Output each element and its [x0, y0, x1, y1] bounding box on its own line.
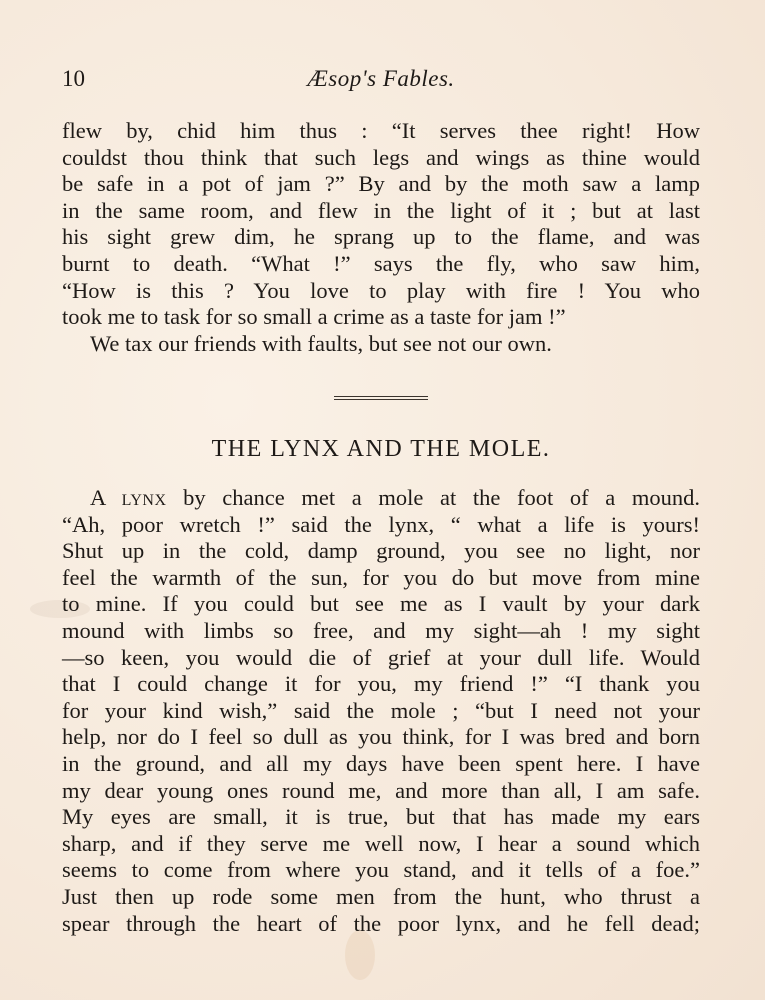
fable-ending [62, 118, 700, 357]
text-line: to mine. If you could but see me as I vault by your dark [62, 591, 700, 617]
text-line: mound with limbs so free, and my sight—ah ! my sight [62, 617, 700, 643]
text-line: feel the warmth of the sun, for you do but move from mine [62, 564, 700, 590]
text-line: in the ground, and all my days have been spent here. I have [62, 750, 700, 776]
drop-word: A [90, 485, 106, 510]
text-line: in the same room, and flew in the light of it ; but at last [62, 197, 700, 223]
text-line: “How is this ? You love to play with fire ! You who [62, 277, 700, 303]
fable-body [62, 485, 700, 937]
text-line: sharp, and if they serve me well now, I hear a sound which [62, 830, 700, 856]
text-line: My eyes are small, it is true, but that has made my ears [62, 804, 700, 830]
text-line: Just then up rode some men from the hunt, who thrust a [62, 883, 700, 909]
text-line: burnt to death. “What !” says the fly, who saw him, [62, 250, 700, 276]
first-line-rest: by chance met a mole at the foot of a mound. [166, 485, 700, 510]
section-divider [334, 396, 428, 404]
text-line: for your kind wish,” said the mole ; “but I need not your [62, 697, 700, 723]
text-line: seems to come from where you stand, and it tells of a foe.” [62, 857, 700, 883]
text-line: —so keen, you would die of grief at your dull life. Would [62, 644, 700, 670]
text-line: my dear young ones round me, and more than all, I am safe. [62, 777, 700, 803]
book-title: Æsop's Fables. [307, 66, 455, 91]
text-line-first [62, 485, 700, 512]
text-line: Shut up in the cold, damp ground, you see no light, nor [62, 538, 700, 564]
text-line: help, nor do I feel so dull as you think, for I was bred and born [62, 724, 700, 750]
text-line: be safe in a pot of jam ?” By and by the moth saw a lamp [62, 171, 700, 197]
smallcaps-word: lynx [121, 485, 167, 510]
text-line: his sight grew dim, he sprang up to the flame, and was [62, 224, 700, 250]
page-number: 10 [62, 66, 85, 91]
fable-title: THE LYNX AND THE MOLE. [211, 436, 551, 462]
text-line: “Ah, poor wretch !” said the lynx, “ what a life is yours! [62, 511, 700, 537]
fable-moral: We tax our friends with faults, but see not our own. [90, 330, 552, 356]
text-line: flew by, chid him thus : “It serves thee right! How [62, 118, 700, 143]
text-line: took me to task for so small a crime as a taste for jam !” [62, 304, 566, 330]
running-head [62, 66, 700, 98]
text-line: spear through the heart of the poor lynx, and he fell dead; [62, 910, 700, 936]
text-line: that I could change it for you, my friend !” “I thank you [62, 671, 700, 697]
text-line: couldst thou think that such legs and wings as thine would [62, 144, 700, 170]
